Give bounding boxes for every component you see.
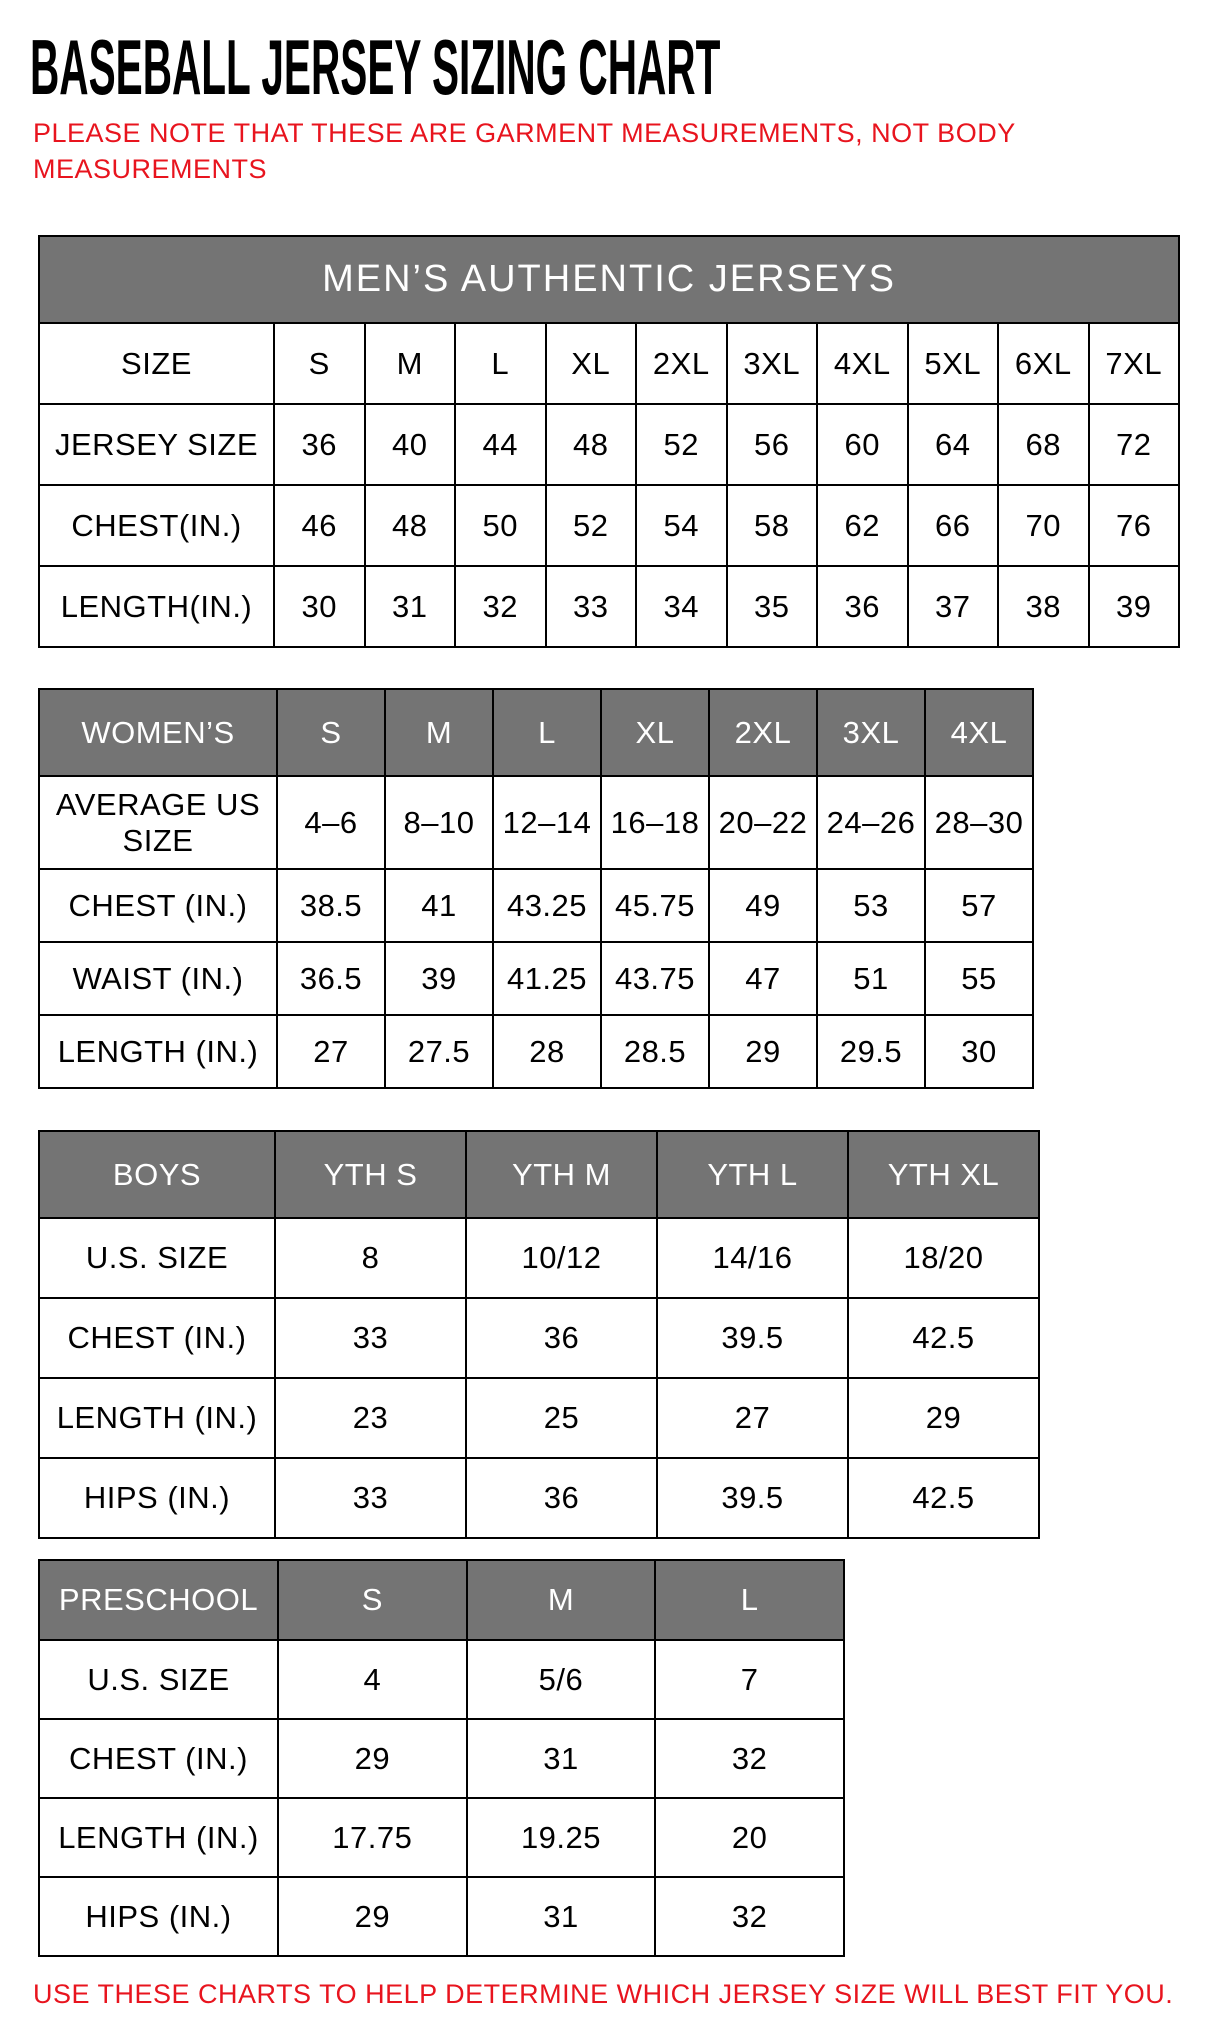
measurement-cell: 36 [817,566,908,647]
table-row [39,1015,1033,1088]
measurement-cell: 41.25 [493,942,601,1015]
size-column-header: 3XL [817,689,925,776]
size-column-header: YTH L [657,1131,848,1218]
table-header-row [39,323,1179,404]
measurement-cell: 24–26 [817,776,925,869]
measurement-cell: 30 [925,1015,1033,1088]
measurement-cell: 28.5 [601,1015,709,1088]
size-column-header: 4XL [925,689,1033,776]
note-line-1: PLEASE NOTE THAT THESE ARE GARMENT MEASUREMENTS, NOT BODY [33,118,1016,148]
row-label: CHEST (IN.) [39,869,277,942]
measurement-cell: 53 [817,869,925,942]
table-banner-row [39,236,1179,323]
size-column-header: 2XL [636,323,727,404]
measurement-cell: 57 [925,869,1033,942]
table-row [39,1458,1039,1538]
measurement-cell: 20–22 [709,776,817,869]
size-column-header: S [278,1560,467,1640]
measurement-cell: 14/16 [657,1218,848,1298]
measurement-cell: 25 [466,1378,657,1458]
preschool-header-label: PRESCHOOL [39,1560,278,1640]
measurement-cell: 12–14 [493,776,601,869]
measurement-cell: 20 [655,1798,844,1877]
boys-table [38,1130,1040,1539]
measurement-cell: 36 [466,1458,657,1538]
measurement-cell: 27 [657,1378,848,1458]
mens-authentic-jerseys-table [38,235,1180,648]
measurement-cell: 52 [546,485,637,566]
measurement-cell: 32 [455,566,546,647]
mens-authentic-jerseys-header-label: SIZE [39,323,274,404]
table-row [39,1798,844,1877]
row-label: AVERAGE US SIZE [39,776,277,869]
table-row [39,404,1179,485]
size-column-header: L [493,689,601,776]
size-column-header: XL [601,689,709,776]
size-column-header: 5XL [908,323,999,404]
row-label: U.S. SIZE [39,1640,278,1719]
measurement-cell: 49 [709,869,817,942]
row-label: CHEST(IN.) [39,485,274,566]
measurement-cell: 29 [848,1378,1039,1458]
measurement-cell: 46 [274,485,365,566]
measurement-cell: 52 [636,404,727,485]
row-label: LENGTH (IN.) [39,1798,278,1877]
measurement-cell: 33 [275,1298,466,1378]
table-row [39,566,1179,647]
measurement-cell: 66 [908,485,999,566]
table-header-row [39,1560,844,1640]
measurement-cell: 76 [1089,485,1180,566]
size-column-header: 2XL [709,689,817,776]
measurement-cell: 70 [998,485,1089,566]
measurement-cell: 41 [385,869,493,942]
page-title: BASEBALL JERSEY SIZING CHART [30,23,721,111]
measurement-cell: 33 [275,1458,466,1538]
measurement-cell: 50 [455,485,546,566]
size-column-header: S [277,689,385,776]
size-column-header: L [455,323,546,404]
measurement-cell: 36.5 [277,942,385,1015]
preschool-table [38,1559,845,1957]
size-column-header: YTH M [466,1131,657,1218]
footer-note: USE THESE CHARTS TO HELP DETERMINE WHICH JERSEY SIZE WILL BEST FIT YOU. [33,1979,1174,2010]
measurement-cell: 16–18 [601,776,709,869]
size-column-header: YTH XL [848,1131,1039,1218]
size-column-header: M [467,1560,656,1640]
measurement-cell: 27.5 [385,1015,493,1088]
measurement-cell: 19.25 [467,1798,656,1877]
measurement-cell: 38.5 [277,869,385,942]
measurement-cell: 29 [278,1719,467,1798]
measurement-cell: 44 [455,404,546,485]
measurement-cell: 48 [546,404,637,485]
table-row [39,869,1033,942]
table-header-row [39,1131,1039,1218]
size-column-header: YTH S [275,1131,466,1218]
measurement-cell: 31 [365,566,456,647]
measurement-cell: 4–6 [277,776,385,869]
size-column-header: S [274,323,365,404]
measurement-cell: 32 [655,1877,844,1956]
measurement-cell: 29 [278,1877,467,1956]
measurement-cell: 68 [998,404,1089,485]
measurement-cell: 27 [277,1015,385,1088]
row-label: HIPS (IN.) [39,1458,275,1538]
table-row [39,1298,1039,1378]
garment-measurements-note [33,116,1220,187]
note-line-2: MEASUREMENTS [33,153,268,184]
measurement-cell: 33 [546,566,637,647]
row-label: CHEST (IN.) [39,1298,275,1378]
table-row [39,1378,1039,1458]
size-column-header: M [385,689,493,776]
size-column-header: L [655,1560,844,1640]
measurement-cell: 31 [467,1877,656,1956]
measurement-cell: 31 [467,1719,656,1798]
table-row [39,942,1033,1015]
measurement-cell: 32 [655,1719,844,1798]
womens-header-label: WOMEN’S [39,689,277,776]
measurement-cell: 36 [466,1298,657,1378]
measurement-cell: 42.5 [848,1298,1039,1378]
measurement-cell: 4 [278,1640,467,1719]
row-label: WAIST (IN.) [39,942,277,1015]
measurement-cell: 42.5 [848,1458,1039,1538]
measurement-cell: 18/20 [848,1218,1039,1298]
measurement-cell: 8 [275,1218,466,1298]
row-label: HIPS (IN.) [39,1877,278,1956]
row-label: U.S. SIZE [39,1218,275,1298]
measurement-cell: 35 [727,566,818,647]
size-column-header: 4XL [817,323,908,404]
table-row [39,1877,844,1956]
measurement-cell: 43.75 [601,942,709,1015]
measurement-cell: 39.5 [657,1458,848,1538]
row-label: CHEST (IN.) [39,1719,278,1798]
measurement-cell: 54 [636,485,727,566]
measurement-cell: 48 [365,485,456,566]
measurement-cell: 34 [636,566,727,647]
table-header-row [39,689,1033,776]
measurement-cell: 64 [908,404,999,485]
measurement-cell: 29 [709,1015,817,1088]
table-row [39,1719,844,1798]
measurement-cell: 62 [817,485,908,566]
row-label: JERSEY SIZE [39,404,274,485]
table-row [39,1218,1039,1298]
boys-header-label: BOYS [39,1131,275,1218]
table-row [39,485,1179,566]
measurement-cell: 23 [275,1378,466,1458]
measurement-cell: 17.75 [278,1798,467,1877]
measurement-cell: 39 [1089,566,1180,647]
table-row [39,776,1033,869]
measurement-cell: 29.5 [817,1015,925,1088]
table-row [39,1640,844,1719]
measurement-cell: 37 [908,566,999,647]
size-column-header: 7XL [1089,323,1180,404]
row-label: LENGTH (IN.) [39,1378,275,1458]
measurement-cell: 47 [709,942,817,1015]
measurement-cell: 5/6 [467,1640,656,1719]
mens-authentic-jerseys-banner: MEN’S AUTHENTIC JERSEYS [39,236,1179,323]
row-label: LENGTH(IN.) [39,566,274,647]
measurement-cell: 39.5 [657,1298,848,1378]
measurement-cell: 51 [817,942,925,1015]
measurement-cell: 7 [655,1640,844,1719]
measurement-cell: 8–10 [385,776,493,869]
measurement-cell: 10/12 [466,1218,657,1298]
measurement-cell: 60 [817,404,908,485]
measurement-cell: 28–30 [925,776,1033,869]
measurement-cell: 55 [925,942,1033,1015]
measurement-cell: 72 [1089,404,1180,485]
measurement-cell: 45.75 [601,869,709,942]
row-label: LENGTH (IN.) [39,1015,277,1088]
measurement-cell: 58 [727,485,818,566]
size-column-header: 6XL [998,323,1089,404]
measurement-cell: 30 [274,566,365,647]
measurement-cell: 43.25 [493,869,601,942]
size-column-header: M [365,323,456,404]
size-column-header: 3XL [727,323,818,404]
measurement-cell: 36 [274,404,365,485]
womens-table [38,688,1034,1089]
measurement-cell: 38 [998,566,1089,647]
measurement-cell: 28 [493,1015,601,1088]
measurement-cell: 40 [365,404,456,485]
size-column-header: XL [546,323,637,404]
measurement-cell: 56 [727,404,818,485]
measurement-cell: 39 [385,942,493,1015]
